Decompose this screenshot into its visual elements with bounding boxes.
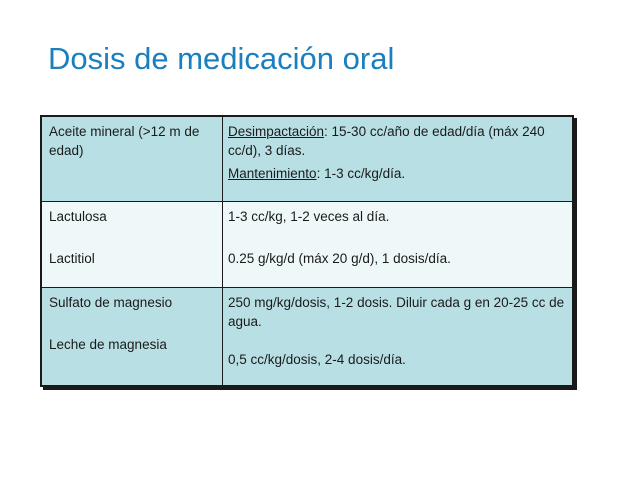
dose-text: 250 mg/kg/dosis, 1-2 dosis. Diluir cada g en 20-25 cc de agua. [228,295,565,329]
dose-cell [223,202,572,287]
dose-cell [223,117,572,201]
dose-text: 0,5 cc/kg/dosis, 2-4 dosis/día. [228,352,406,367]
mantenimiento-label: Mantenimiento [228,166,317,181]
dose-text: 0.25 g/kg/d (máx 20 g/d), 1 dosis/día. [228,251,451,266]
dosage-table [40,115,574,387]
dose-text: 1-3 cc/kg, 1-2 veces al día. [228,209,390,224]
dose-cell [223,288,572,385]
drug-name: Leche de magnesia [49,337,167,352]
table-row [42,287,572,385]
desimpactacion-label: Desimpactación [228,124,325,139]
dose-desimpactacion [228,122,566,160]
drug-cell [42,117,223,201]
dose-mantenimiento [228,164,566,183]
drug-name: Lactulosa [49,209,107,224]
drug-name: Aceite mineral (>12 m de edad) [49,124,200,158]
drug-cell [42,202,223,287]
desimpactacion-text: : 15-30 cc/año de edad/día (máx 240 cc/d), 3 días. [228,124,545,158]
page-title: Dosis de medicación oral [48,41,395,76]
drug-name: Sulfato de magnesio [49,295,173,310]
drug-cell [42,288,223,385]
mantenimiento-text: : 1-3 cc/kg/día. [316,166,406,181]
table-row [42,201,572,287]
table-row [42,117,572,201]
drug-name: Lactitiol [49,251,95,266]
